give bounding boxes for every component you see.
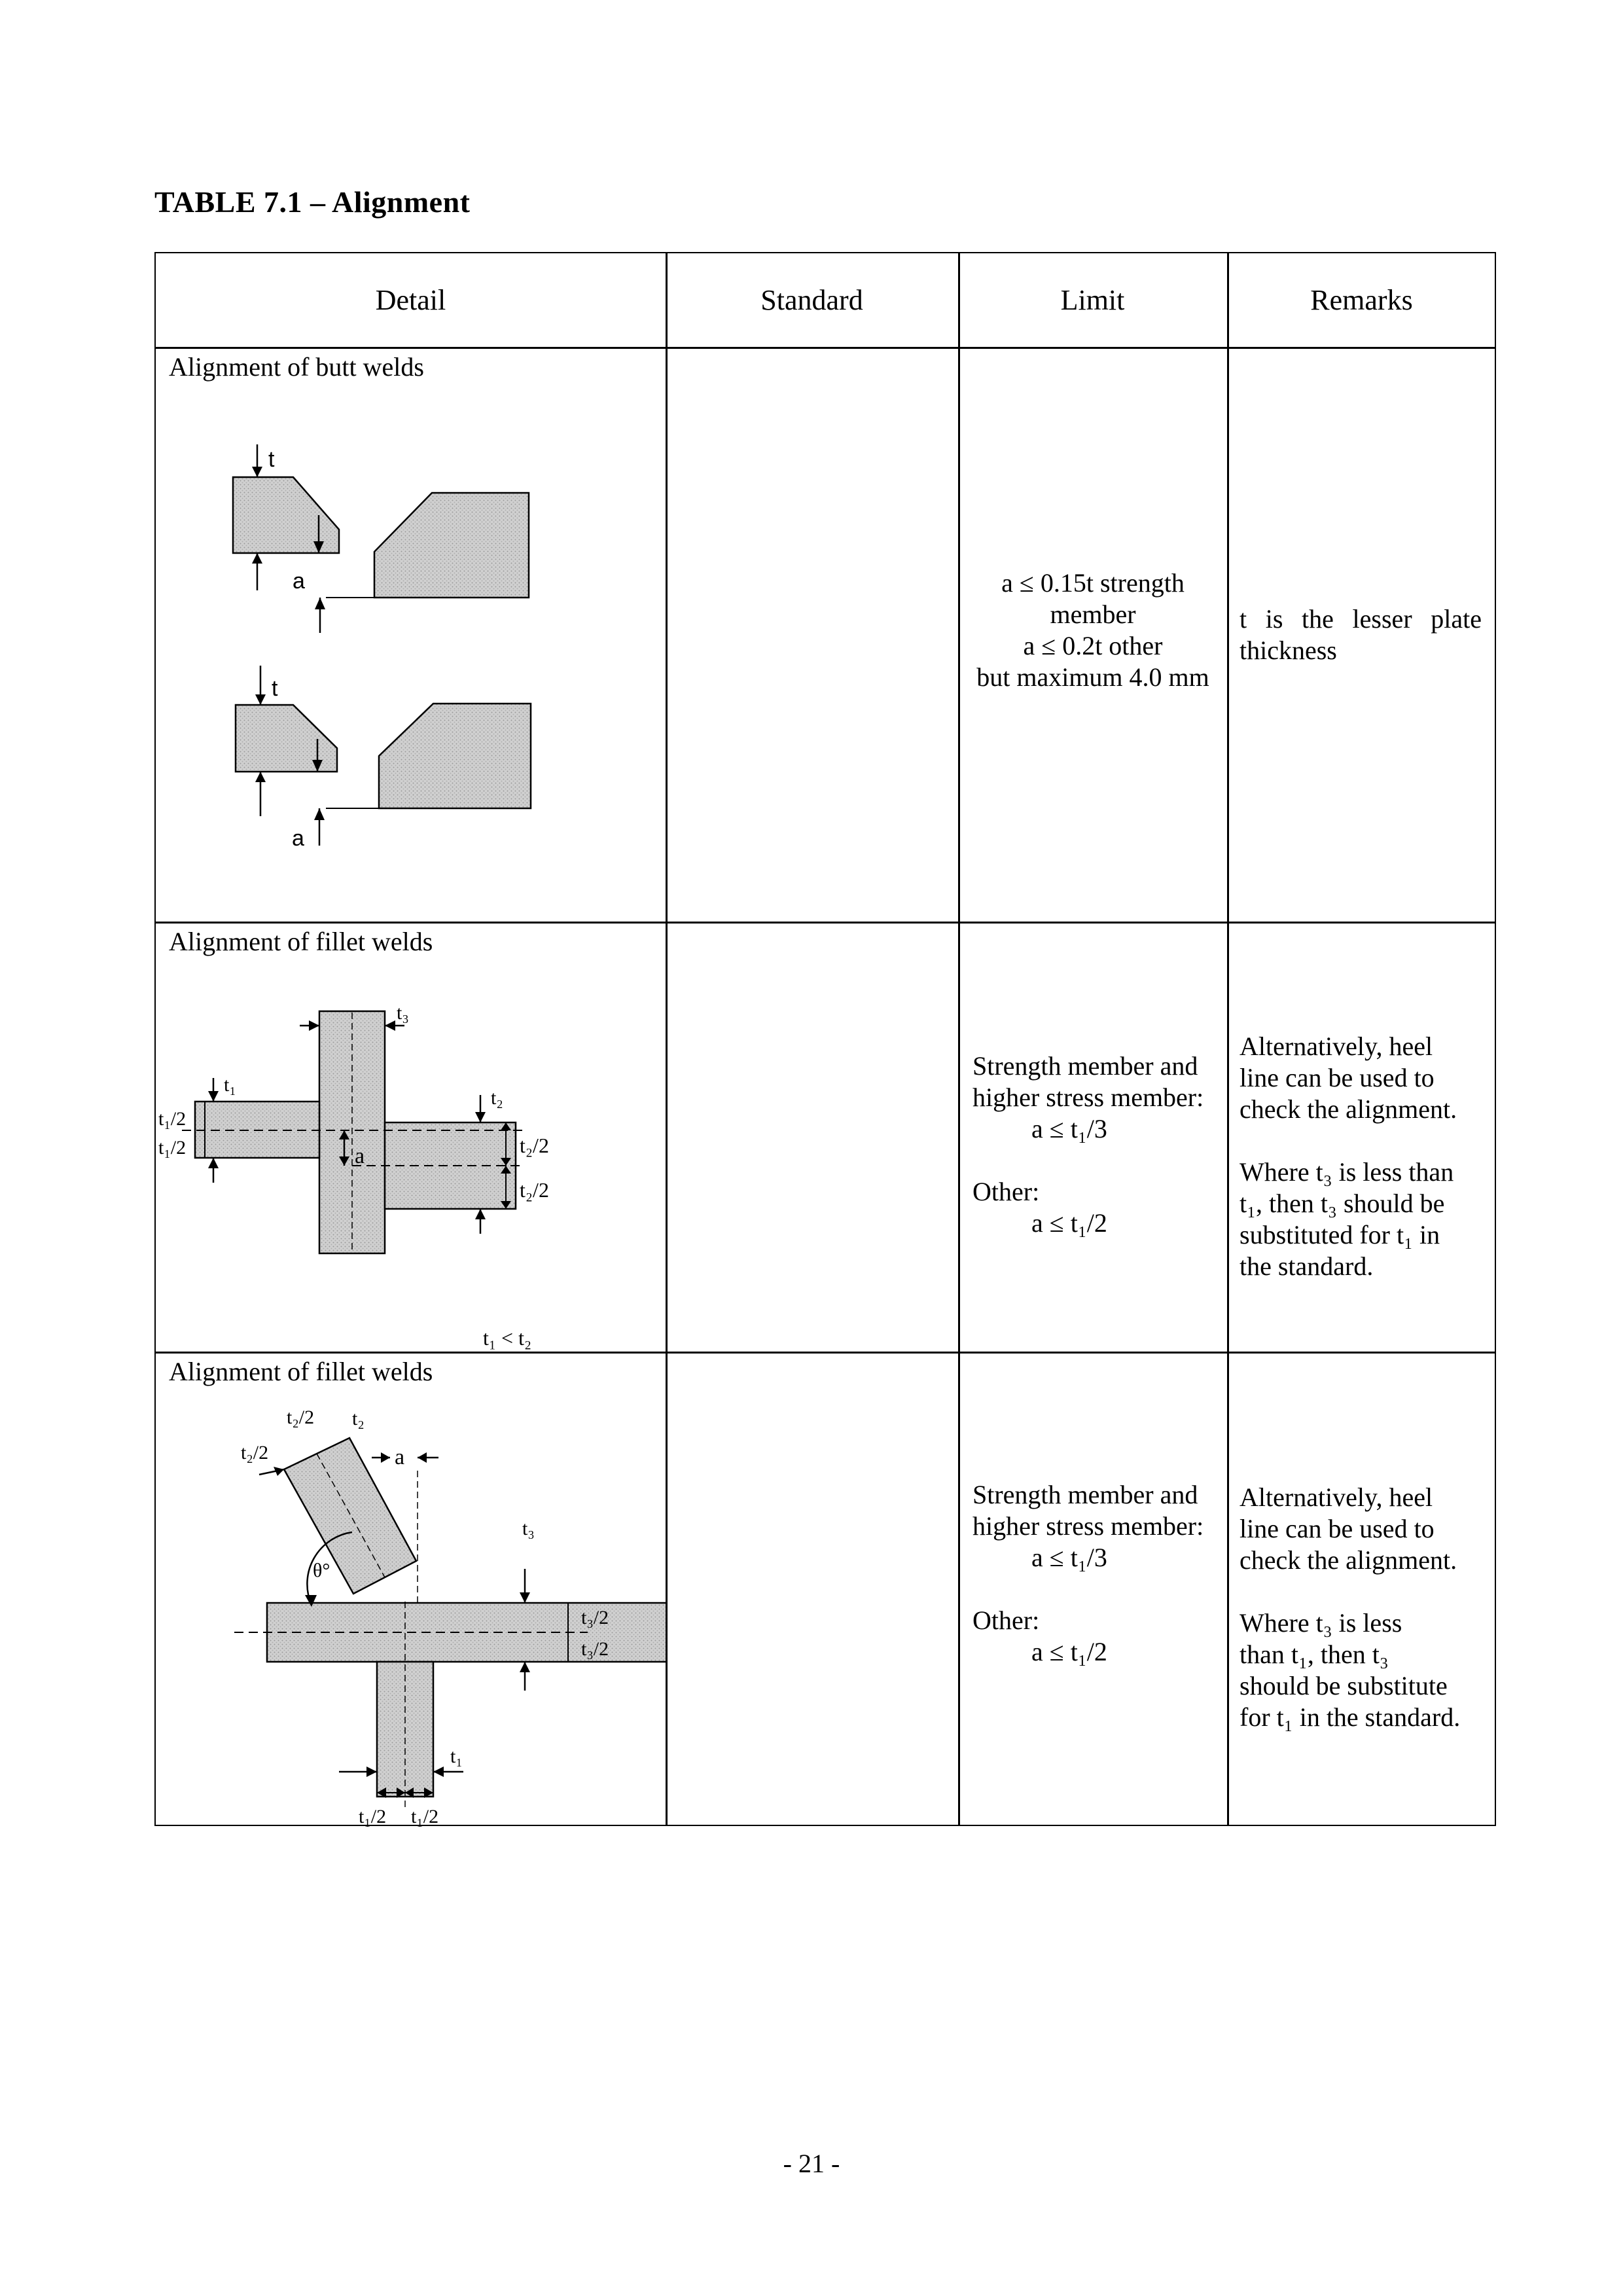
t1-label: t₁: [224, 1074, 236, 1096]
misalignment-label: a: [293, 569, 305, 594]
remarks-line: for t₁ in the standard.: [1240, 1702, 1461, 1732]
butt-weld-lower-pair: [236, 666, 531, 846]
t1-half-label: t₁/2: [158, 1137, 187, 1158]
limit-line: Strength member and: [972, 1480, 1198, 1509]
limit-line: Strength member and: [972, 1051, 1198, 1081]
column-header-detail: Detail: [375, 284, 446, 316]
row-divider: [156, 922, 1495, 924]
t2-half-label: t₂/2: [287, 1407, 315, 1428]
thickness-label: t: [268, 447, 275, 472]
t3-half-label: t₃/2: [581, 1607, 609, 1628]
page-title: TABLE 7.1 – Alignment: [154, 185, 471, 219]
row-2-detail-label: Alignment of fillet welds: [169, 927, 433, 956]
remarks-line: t₁, then t₃ should be: [1240, 1189, 1445, 1218]
limit-line: Other:: [972, 1177, 1040, 1206]
thickness-label: t: [272, 676, 278, 701]
column-divider: [958, 253, 960, 1825]
t3-half-label: t₃/2: [581, 1638, 609, 1660]
remarks-line: t is the lesser plate: [1240, 604, 1482, 634]
t3-label: t₃: [397, 1006, 409, 1024]
t2-half-label: t₂/2: [520, 1178, 549, 1202]
row-1-detail-label: Alignment of butt welds: [169, 352, 424, 382]
limit-line: [972, 1145, 1228, 1176]
remarks-line: Where t₃ is less than: [1240, 1157, 1454, 1187]
t1-label: t₁: [450, 1746, 463, 1767]
butt-weld-upper-pair: [233, 444, 529, 633]
cruciform-fillet-alignment-figure: [156, 1006, 666, 1352]
inclined-fillet-alignment-figure: [156, 1392, 666, 1831]
t2-half-label: t₂/2: [241, 1442, 269, 1463]
misalignment-label: a: [355, 1144, 365, 1168]
remarks-line: the standard.: [1240, 1251, 1374, 1281]
limit-line: Other:: [972, 1605, 1040, 1635]
limit-line: a ≤ t₁/3: [1031, 1543, 1107, 1572]
remarks-line: [1240, 1576, 1488, 1607]
row-3-remarks: [1240, 1482, 1488, 1733]
limit-line: a ≤ t₁/2: [1031, 1208, 1107, 1238]
limit-line: higher stress member:: [972, 1083, 1204, 1112]
remarks-line: check the alignment.: [1240, 1094, 1457, 1124]
t1-half-label: t₁/2: [158, 1108, 187, 1130]
t2-label: t₂: [491, 1087, 503, 1109]
remarks-line: Where t₃ is less: [1240, 1608, 1402, 1638]
cruciform-joint: [182, 1011, 522, 1253]
remarks-line: line can be used to: [1240, 1514, 1435, 1543]
row-1-limit: [962, 567, 1224, 693]
t1-half-label: t₁/2: [359, 1806, 387, 1827]
remarks-line: [1240, 1125, 1488, 1157]
limit-line: a ≤ t₁/2: [1031, 1637, 1107, 1666]
row-3-detail-label: Alignment of fillet welds: [169, 1357, 433, 1386]
t3-label: t₃: [522, 1518, 535, 1539]
angle-label: θ°: [313, 1560, 330, 1581]
row-divider: [156, 1352, 1495, 1354]
misalignment-label: a: [395, 1445, 405, 1469]
limit-line: [972, 1573, 1228, 1605]
remarks-line: should be substitute: [1240, 1671, 1448, 1700]
row-1-remarks: [1240, 603, 1482, 666]
t2-label: t₂: [352, 1408, 365, 1429]
remarks-line: line can be used to: [1240, 1063, 1435, 1092]
remarks-line: Alternatively, heel: [1240, 1031, 1433, 1061]
limit-line: member: [1050, 600, 1136, 629]
limit-line: but maximum 4.0 mm: [976, 662, 1209, 692]
column-header-limit: Limit: [1060, 284, 1125, 316]
column-header-remarks: Remarks: [1310, 284, 1413, 316]
thickness-condition-label: t₁ < t₂: [483, 1326, 532, 1350]
remarks-line: than t₁, then t₃: [1240, 1640, 1389, 1669]
remarks-line: check the alignment.: [1240, 1545, 1457, 1575]
remarks-line: substituted for t₁ in: [1240, 1220, 1440, 1249]
limit-line: a ≤ 0.15t strength: [1001, 568, 1185, 598]
misalignment-label: a: [292, 826, 304, 851]
limit-line: a ≤ t₁/3: [1031, 1114, 1107, 1143]
column-header-standard: Standard: [760, 284, 863, 316]
t2-half-label: t₂/2: [520, 1134, 549, 1157]
row-2-limit: [972, 1050, 1228, 1239]
remarks-line: Alternatively, heel: [1240, 1482, 1433, 1512]
page-number: - 21 -: [783, 2149, 840, 2178]
limit-line: a ≤ 0.2t other: [1023, 631, 1163, 660]
t1-half-label: t₁/2: [411, 1806, 439, 1827]
limit-line: higher stress member:: [972, 1511, 1204, 1541]
butt-weld-alignment-figure: [208, 437, 666, 895]
row-2-remarks: [1240, 1031, 1488, 1282]
row-3-limit: [972, 1479, 1228, 1668]
row-divider: [156, 347, 1495, 349]
remarks-line: thickness: [1240, 636, 1337, 665]
alignment-table: [154, 252, 1496, 1826]
